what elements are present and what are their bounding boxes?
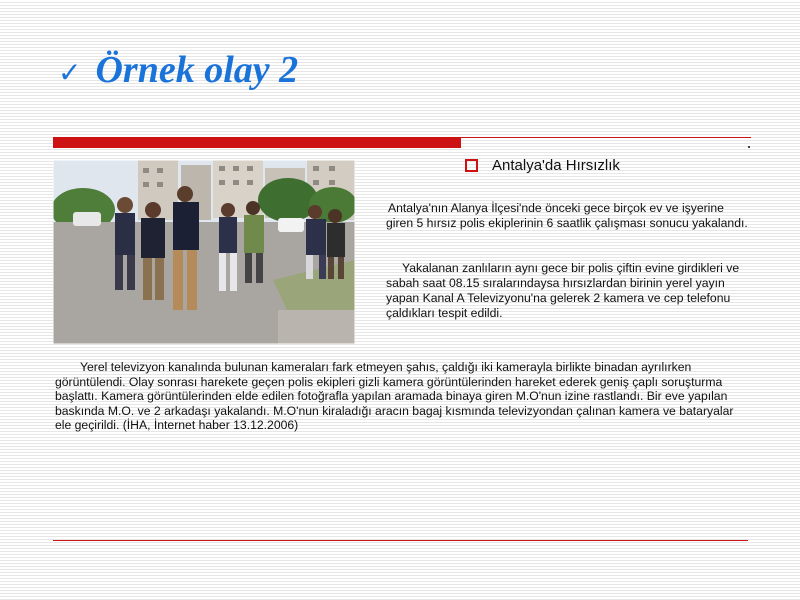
article-paragraph-2: Yakalanan zanlıların aynı gece bir polis çiftin evine girdikleri ve sabah saat 08.15 sıralarındaysa hırsızlardan birinin yerel yayın yapan Kanal A Televizyonu'na gelerek 2 kamera ve cep telefonu çaldıkları tespit edildi.: [386, 261, 740, 320]
slide-title-text: Örnek olay 2: [95, 49, 299, 91]
footer-divider: [53, 540, 748, 541]
article-heading-row: [465, 157, 620, 174]
news-photo: [53, 160, 355, 344]
divider-end-dot: [748, 146, 750, 148]
divider-thin-line: [461, 137, 751, 138]
divider-red-bar: [53, 137, 461, 148]
article-paragraph-1: Antalya'nın Alanya İlçesi'nde önceki gece birçok ev ve işyerine giren 5 hırsız polis ekiplerinin 6 saatlik çalışması sonucu yakalandı.: [386, 201, 748, 230]
article-heading: Antalya'da Hırsızlık: [492, 157, 620, 174]
title-divider: [53, 137, 751, 148]
checkmark-icon: ✓: [58, 56, 82, 89]
slide-title: [58, 48, 298, 92]
square-bullet-icon: [465, 159, 478, 172]
article-paragraph-3: Yerel televizyon kanalında bulunan kameraları fark etmeyen şahıs, çaldığı iki kamerayla birlikte binadan ayrılırken görüntülendi. Olay sonrası harekete geçen polis ekipleri gizli kamera görüntülerinden hareket ederek geniş çaplı soruşturma başlattı. Kamera görüntülerinden elde edilen fotoğrafla yapılan aramada binaya giren M.O'nun izine rastlandı. Bir eve yapılan baskında M.O. ve 2 arkadaşı yakalandı. M.O'nun kiraladığı aracın bagaj kısmında televizyondan çalınan kamera ve bataryalar ele geçirildi. (İHA, İnternet haber 13.12.2006): [55, 360, 734, 433]
